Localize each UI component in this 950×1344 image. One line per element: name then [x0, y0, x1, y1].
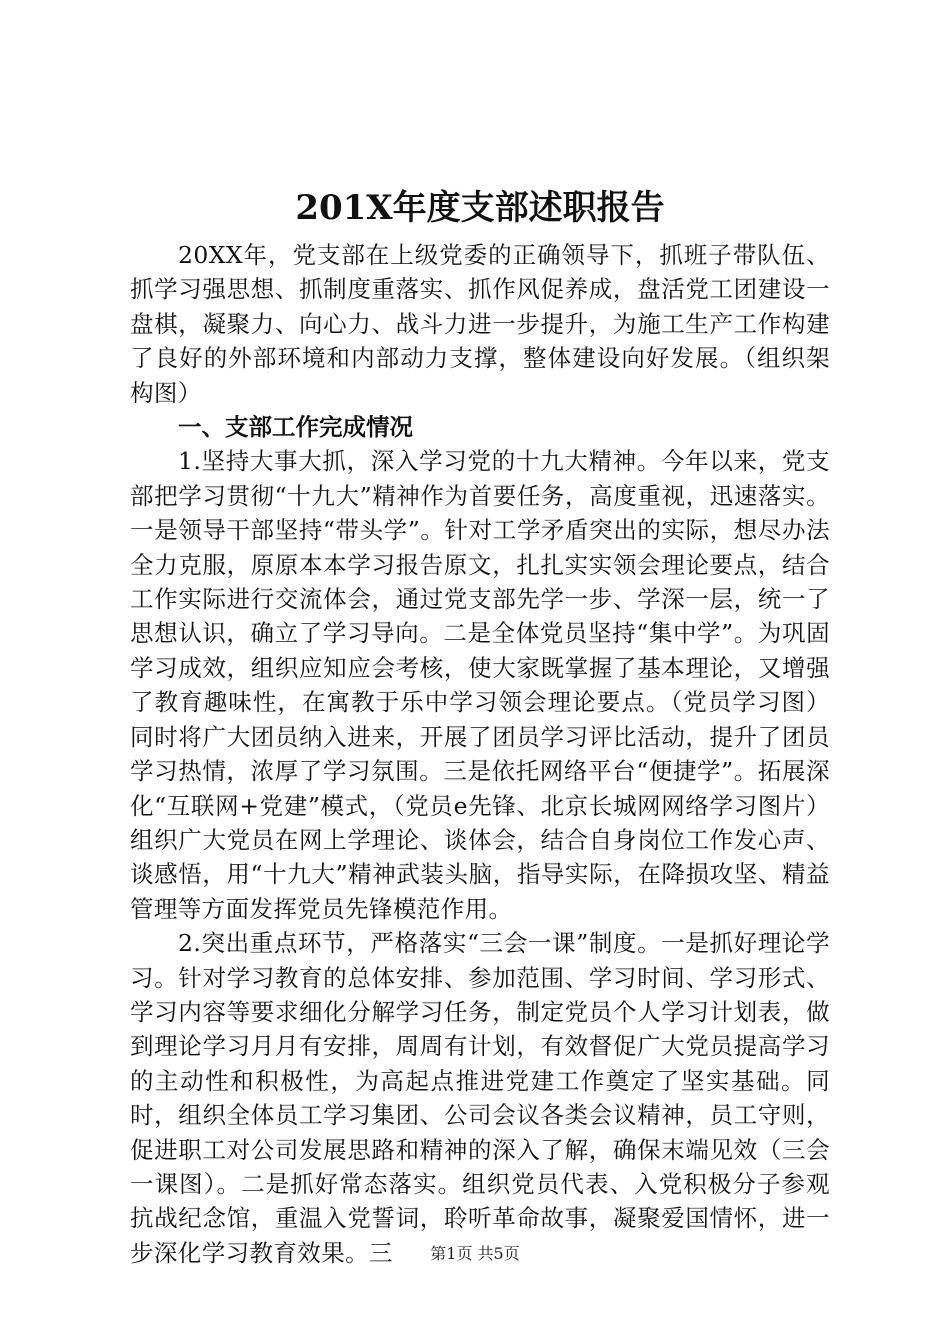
- body-paragraph-2: 2.突出重点环节，严格落实“三会一课”制度。一是抓好理论学习。针对学习教育的总体安排、参加范围、学习时间、学习形式、学习内容等要求细化分解学习任务，制定党员个人学习计划表，做到理论学习月月有安排，周周有计划，有效督促广大党员提高学习的主动性和积极性，为高起点推进党建工作奠定了坚实基础。同时，组织全体员工学习集团、公司会议各类会议精神，员工守则，促进职工对公司发展思路和精神的深入了解，确保末端见效（三会一课图）。二是抓好常态落实。组织党员代表、入党积极分子参观抗战纪念馆，重温入党誓词，聆听革命故事，凝聚爱国情怀，进一步深化学习教育效果。三: [130, 929, 830, 1267]
- page-footer: 第1页 共5页: [430, 1244, 520, 1263]
- section-heading: 一、支部工作完成情况: [178, 413, 413, 442]
- body-paragraph-1: 1.坚持大事大抓，深入学习党的十九大精神。今年以来，党支部把学习贯彻“十九大”精神作为首要任务，高度重视，迅速落实。一是领导干部坚持“带头学”。针对工学矛盾突出的实际，想尽办法全力克服，原原本本学习报告原文，扎扎实实领会理论要点，结合工作实际进行交流体会，通过党支部先学一步、学深一层，统一了思想认识，确立了学习导向。二是全体党员坚持“集中学”。为巩固学习成效，组织应知应会考核，使大家既掌握了基本理论，又增强了教育趣味性，在寓教于乐中学习领会理论要点。（党员学习图）同时将广大团员纳入进来，开展了团员学习评比活动，提升了团员学习热情，浓厚了学习氛围。三是依托网络平台“便捷学”。拓展深化“互联网+党建”模式，（党员e先锋、北京长城网网络学习图片）组织广大党员在网上学理论、谈体会，结合自身岗位工作发心声、谈感悟，用“十九大”精神武装头脑，指导实际，在降损攻坚、精益管理等方面发挥党员先锋模范作用。: [130, 447, 830, 923]
- document-title: 201X年度支部述职报告: [295, 188, 665, 228]
- document-page: [130, 182, 830, 1270]
- intro-paragraph: 20XX年，党支部在上级党委的正确领导下，抓班子带队伍、抓学习强思想、抓制度重落实、抓作风促养成，盘活党工团建设一盘棋，凝聚力、向心力、战斗力进一步提升，为施工生产工作构建了良好的外部环境和内部动力支撑，整体建设向好发展。（组织架构图）: [130, 241, 830, 407]
